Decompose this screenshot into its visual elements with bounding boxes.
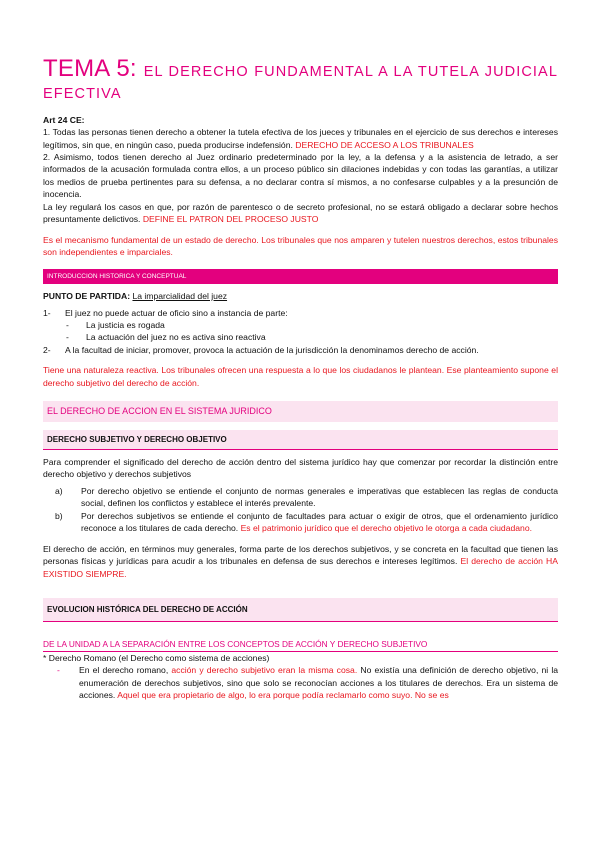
closing-text: El derecho de acción, en términos muy generales, forma parte de los derechos subjetivos, y se concreta en la facultad que tienen las personas físicas y jurídicas para acudir a los tribunales en defensa de sus derechos e intereses legítimos. — [43, 543, 558, 567]
title-line-1 — [43, 50, 558, 87]
item-b-text: Por derechos subjetivos se entiende el conjunto de facultades para actuar o exigir de otros, que el ordenamiento jurídico reconoce a los titulares de cada derecho. — [81, 510, 558, 534]
roman-text-a: En el derecho romano, — [79, 665, 169, 676]
item-b-marker: b) — [55, 510, 63, 521]
subjetivo-closing — [43, 543, 558, 580]
roman-dash: - — [57, 665, 60, 676]
roman-text-red: acción y derecho subjetivo eran la misma cosa. — [171, 665, 358, 676]
roman-text-b: No existía una definición de derecho objetivo, ni la enumeración de derechos subjetivos, sino que solo se reconocían acciones a los titulares de derechos. Era un sistema de acciones. — [79, 665, 559, 701]
item-b-text-wrap — [81, 510, 558, 535]
document-content — [43, 50, 558, 702]
list-item-1 — [43, 307, 558, 319]
item-a-text: Por derecho objetivo se entiende el conjunto de normas generales e imperativas que establecen las reglas de conducta social, definen los conflictos y establece el interés prevalente. — [81, 485, 558, 509]
evolucion-heading — [43, 598, 558, 622]
sub-text-1: La justicia es rogada — [86, 319, 165, 330]
section-band-intro: INTRODUCCION HISTORICA Y CONCEPTUAL — [43, 269, 558, 284]
title-prefix: TEMA 5: — [43, 55, 137, 82]
punto-note: Tiene una naturaleza reactiva. Los tribunales ofrecen una respuesta a lo que los ciudadanos le plantean. Ese planteamiento supone el derecho subjetivo del derecho de acción. — [43, 365, 558, 388]
art24-paragraph-2: 2. Asimismo, todos tienen derecho al Juez ordinario predeterminado por la ley, a la defensa y a la asistencia de letrado, a ser informados de la acusación formulada contra ellos, a un proceso público sin dilaciones indebidas y con todas las garantías, a utilizar los medios de prueba pertinentes para su defensa, a no declarar contra sí mismos, a no confesarse culpables y a la presunción de inocencia. — [43, 152, 558, 200]
punto-label: PUNTO DE PARTIDA: — [43, 291, 131, 302]
list-marker-2: 2- — [43, 344, 51, 355]
sub-marker-1: - — [66, 319, 69, 330]
punto-de-partida — [43, 290, 558, 302]
punto-value: La imparcialidad del juez — [132, 291, 228, 302]
list-marker-1: 1- — [43, 307, 51, 318]
item-b-note: Es el patrimonio jurídico que el derecho objetivo le otorga a cada ciudadano. — [240, 523, 532, 534]
sub-marker-2: - — [66, 332, 69, 343]
art24-paragraph-1 — [43, 126, 558, 151]
sub-item-1 — [66, 319, 558, 331]
page-title — [43, 50, 558, 106]
art24-heading: Art 24 CE: — [43, 114, 85, 125]
title-text: EL DERECHO FUNDAMENTAL A LA TUTELA JUDICIAL — [143, 64, 558, 80]
art24-p3-text: La ley regulará los casos en que, por razón de parentesco o de secreto profesional, no se estará obligado a declarar sobre hechos presuntamente delictivos. — [43, 201, 558, 225]
art24-p1-note: DERECHO DE ACCESO A LOS TRIBUNALES — [295, 139, 474, 150]
section-band-accion: EL DERECHO DE ACCION EN EL SISTEMA JURIDICO — [43, 401, 558, 422]
roman-text-red-2: Aquel que era propietario de algo, lo era porque podía reclamarlo como suyo. No se es — [117, 690, 449, 701]
subjetivo-intro: Para comprender el significado del derecho de acción dentro del sistema jurídico hay que comenzar por recordar la distinción entre derecho objetivo y derechos subjetivos — [43, 456, 558, 480]
list-text-1: El juez no puede actuar de oficio sino a instancia de parte: — [65, 307, 288, 318]
sub-item-2 — [66, 331, 558, 343]
subjetivo-item-a — [55, 485, 558, 510]
evolucion-heading-text: EVOLUCION HISTÓRICA DEL DERECHO DE ACCIÓN — [47, 604, 248, 614]
subjetivo-heading-text: DERECHO SUBJETIVO Y DERECHO OBJETIVO — [47, 435, 227, 445]
art24-paragraph-3 — [43, 201, 558, 226]
art24-p3-note: DEFINE EL PATRON DEL PROCESO JUSTO — [142, 214, 319, 225]
subjetivo-heading — [43, 430, 558, 450]
list-text-2: A la facultad de iniciar, promover, provoca la actuación de la jurisdicción la denominamos derecho de acción. — [65, 344, 479, 355]
closing-note: El derecho de acción HA EXISTIDO SIEMPRE. — [43, 556, 558, 579]
title-line-2: EFECTIVA — [43, 86, 122, 103]
roman-law-line: * Derecho Romano (el Derecho como sistema de acciones) — [43, 653, 270, 663]
art24-p1-text: 1. Todas las personas tienen derecho a obtener la tutela efectiva de los jueces y tribunales en el ejercicio de sus derechos e intereses legítimos, sin que, en ningún caso, pueda producirse indefensión. — [43, 127, 558, 150]
sub-text-2: La actuación del juez no es activa sino reactiva — [86, 332, 266, 343]
item-a-marker: a) — [55, 485, 63, 496]
roman-text-wrap — [79, 664, 558, 701]
art24-summary: Es el mecanismo fundamental de un estado de derecho. Los tribunales que nos amparen y tutelen nuestros derechos, estos tribunales son independientes e imparciales. — [43, 234, 558, 258]
evolucion-subheading-text: DE LA UNIDAD A LA SEPARACIÓN ENTRE LOS CONCEPTOS DE ACCIÓN Y DERECHO SUBJETIVO — [43, 638, 428, 649]
roman-law-item — [57, 664, 558, 701]
subjetivo-item-b — [55, 510, 558, 535]
list-item-2 — [43, 344, 558, 356]
evolucion-subheading — [43, 638, 558, 652]
